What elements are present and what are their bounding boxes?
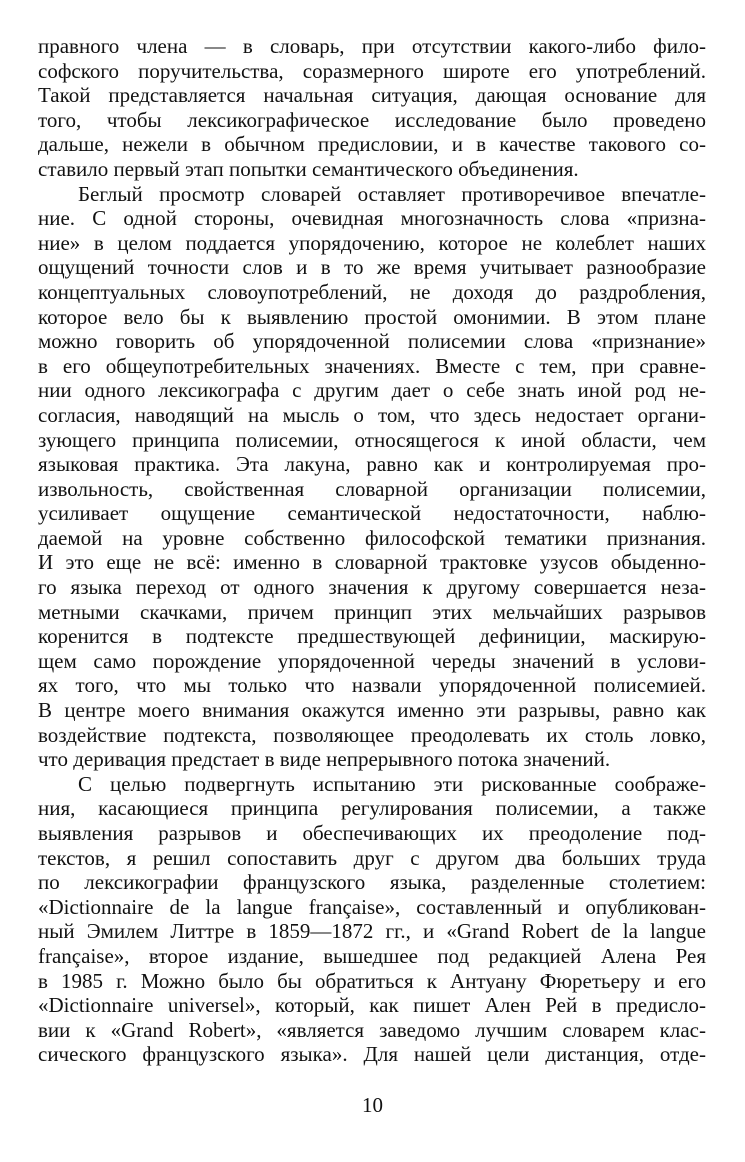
text-line: В центре моего внимания окажутся именно эти разрывы, равно как bbox=[38, 698, 706, 723]
text-line: усиливает ощущение семантической недостаточности, наблю- bbox=[38, 501, 706, 526]
paragraph-3 bbox=[38, 772, 706, 1067]
paragraph-1 bbox=[38, 34, 706, 182]
text-line: коренится в подтексте предшествующей дефиниции, маскирую- bbox=[38, 624, 706, 649]
text-line: метными скачками, причем принцип этих мельчайших разрывов bbox=[38, 599, 706, 624]
text-line: «Dictionnaire universel», который, как пишет Ален Рей в предисло- bbox=[38, 993, 706, 1018]
text-line: правного члена — в словарь, при отсутствии какого-либо фило- bbox=[38, 34, 706, 58]
text-line: воздействие подтекста, позволяющее преодолевать их столь ловко, bbox=[38, 722, 706, 747]
book-page bbox=[38, 34, 706, 1134]
text-line: ние» в целом поддается упорядочению, которое не колеблет наших bbox=[38, 230, 706, 255]
text-line: нии одного лексикографа с другим дает о себе знать иной род не- bbox=[38, 378, 706, 403]
text-line: вии к «Grand Robert», «является заведомо лучшим словарем клас- bbox=[38, 1017, 706, 1042]
text-line: выявления разрывов и обеспечивающих их преодоление под- bbox=[38, 821, 706, 845]
text-line: щем само порождение упорядоченной череды значений в услови- bbox=[38, 648, 706, 673]
text-line: что деривация предстает в виде непрерывного потока значений. bbox=[38, 747, 611, 772]
text-line: го языка переход от одного значения к другому совершается неза- bbox=[38, 575, 706, 600]
text-line: софского поручительства, соразмерного широте его употреблений. bbox=[38, 58, 706, 83]
text-line: которое вело бы к выявлению простой омонимии. В этом плане bbox=[38, 304, 706, 329]
text-line: того, чтобы лексикографическое исследование было проведено bbox=[38, 107, 706, 132]
text-line: Такой представляется начальная ситуация, дающая основание для bbox=[38, 83, 706, 108]
text-line: в его общеупотребительных значениях. Вместе с тем, при сравне- bbox=[38, 353, 706, 378]
text-line: сического французского языка». Для нашей цели дистанция, отде- bbox=[38, 1042, 706, 1067]
text-line: зующего принципа полисемии, относящегося к иной области, чем bbox=[38, 427, 706, 452]
text-line: согласия, наводящий на мысль о том, что здесь недостает органи- bbox=[38, 402, 706, 427]
text-line: даемой на уровне собственно философской тематики признания. bbox=[38, 525, 706, 550]
paragraph-2 bbox=[38, 182, 706, 772]
text-line: ощущений точности слов и в то же время учитывает разнообразие bbox=[38, 255, 706, 280]
text-line: языковая практика. Эта лакуна, равно как и контролируемая про- bbox=[38, 452, 706, 477]
text-line: ставило первый этап попытки семантического объединения. bbox=[38, 156, 579, 181]
text-line: текстов, я решил сопоставить друг с другом два больших труда bbox=[38, 845, 706, 870]
text-line: в 1985 г. Можно было бы обратиться к Антуану Фюретьеру и его bbox=[38, 968, 706, 993]
text-line: дальше, нежели в обычном предисловии, и в качестве такового со- bbox=[38, 132, 706, 157]
text-line: française», второе издание, вышедшее под редакцией Алена Рея bbox=[38, 943, 706, 968]
text-line: ние. С одной стороны, очевидная многозначность слова «призна- bbox=[38, 206, 706, 231]
text-line: ния, касающиеся принципа регулирования полисемии, а также bbox=[38, 796, 706, 821]
page-number: 10 bbox=[362, 1093, 383, 1117]
text-line: И это еще не всё: именно в словарной трактовке узусов обыденно- bbox=[38, 550, 706, 575]
text-line: ях того, что мы только что назвали упорядоченной полисемией. bbox=[38, 673, 706, 698]
text-line: концептуальных словоупотреблений, не доходя до раздробления, bbox=[38, 279, 706, 304]
text-line: Беглый просмотр словарей оставляет противоречивое впечатле- bbox=[78, 181, 706, 206]
text-line: можно говорить об упорядоченной полисемии слова «признание» bbox=[38, 329, 706, 354]
text-line: «Dictionnaire de la langue française», составленный и опубликован- bbox=[38, 894, 706, 919]
text-line: по лексикографии французского языка, разделенные столетием: bbox=[38, 870, 706, 895]
text-line: С целью подвергнуть испытанию эти рискованные соображе- bbox=[78, 771, 706, 796]
text-line: ный Эмилем Литтре в 1859—1872 гг., и «Grand Robert de la langue bbox=[38, 919, 706, 944]
text-line: извольность, свойственная словарной организации полисемии, bbox=[38, 476, 706, 501]
